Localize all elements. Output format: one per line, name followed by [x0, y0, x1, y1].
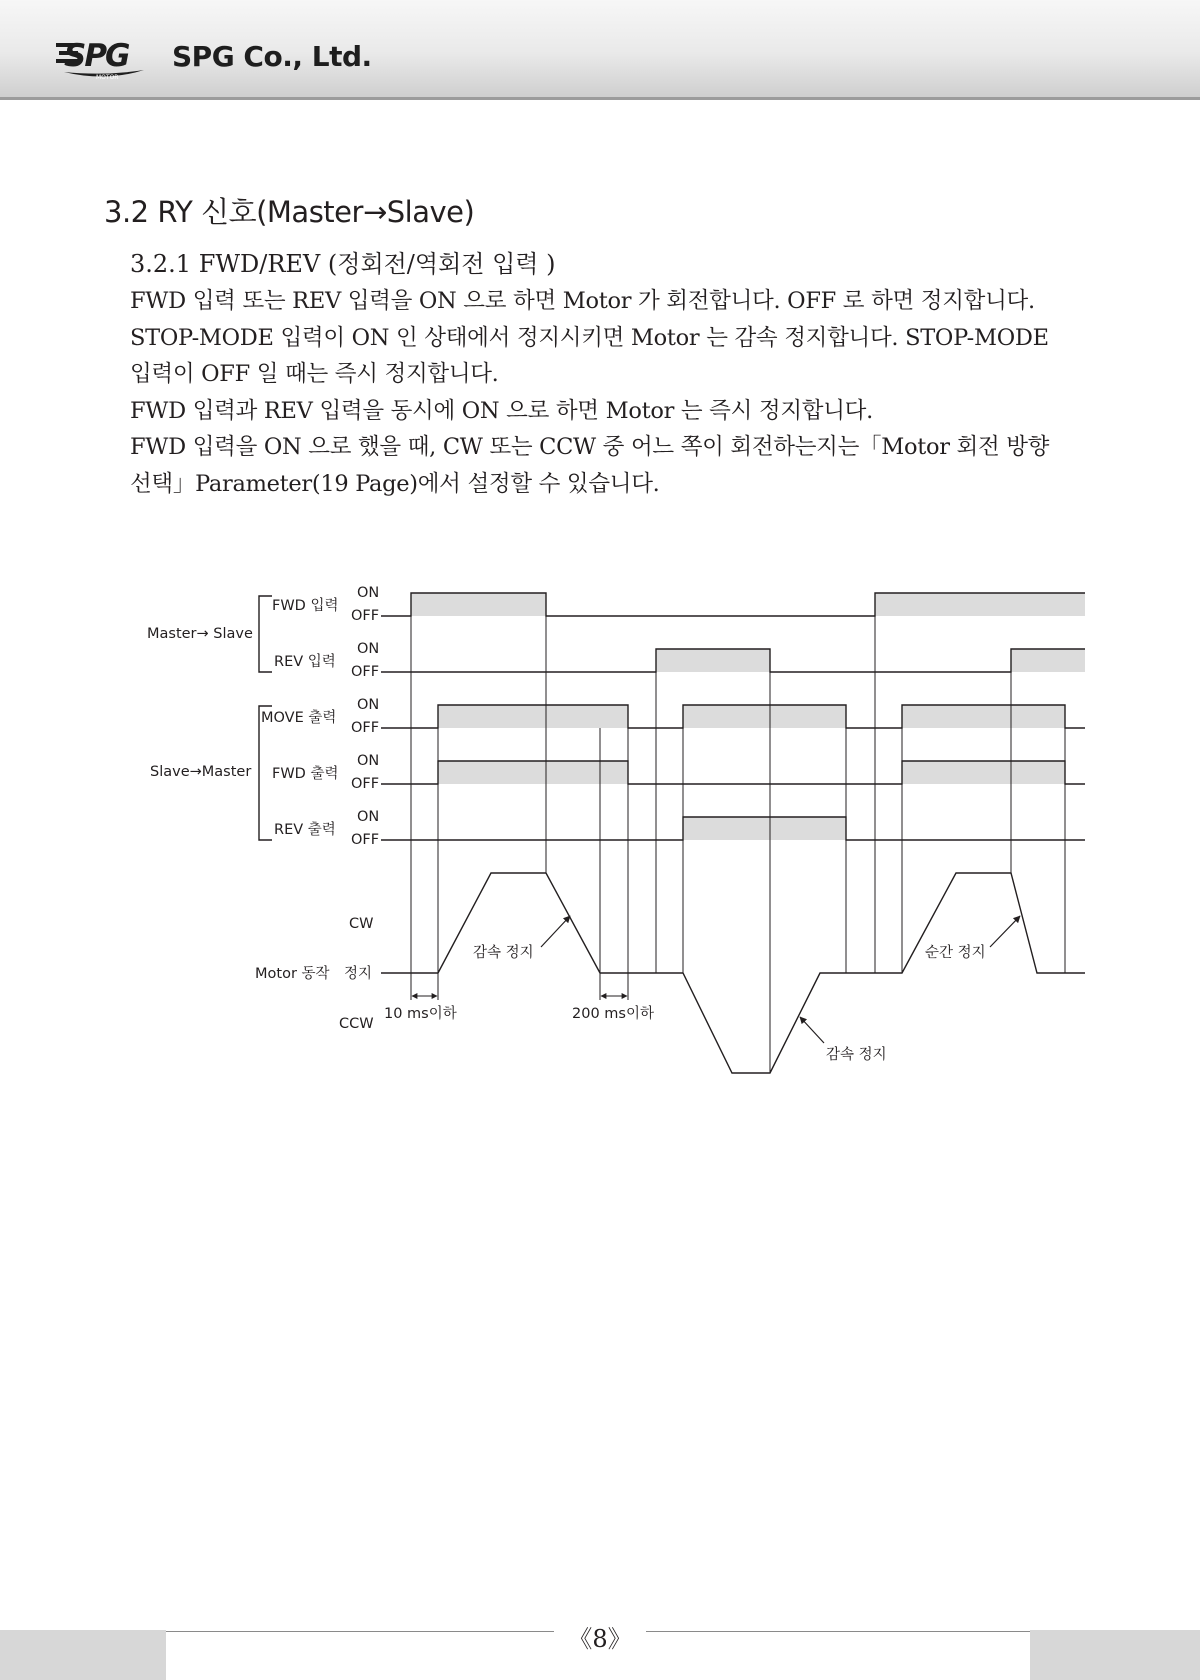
decel-stop-label-1: 감속 정지 — [473, 945, 534, 961]
bracket-slave-master — [259, 706, 272, 840]
rev-input-off: OFF — [351, 664, 380, 680]
delay-10ms-label: 10 ms이하 — [384, 1006, 457, 1022]
delay-200ms-label: 200 ms이하 — [572, 1006, 654, 1022]
paragraph-line: 선택」Parameter(19 Page)에서 설정할 수 있습니다. — [130, 470, 660, 497]
decel-stop-label-2: 감속 정지 — [826, 1047, 887, 1063]
paragraph-line: FWD 입력과 REV 입력을 동시에 ON 으로 하면 Motor 는 즉시 정지합니다. — [130, 397, 873, 424]
motor-operation-wave — [381, 873, 1085, 1073]
rev-output-label: REV 출력 — [274, 822, 336, 838]
page-number-text: 《8》 — [554, 1625, 645, 1653]
move-output-on: ON — [357, 697, 380, 713]
fwd-output-off: OFF — [351, 776, 380, 792]
group-slave-master-label: Slave→Master — [150, 764, 252, 780]
paragraph-line: FWD 입력 또는 REV 입력을 ON 으로 하면 Motor 가 회전합니다. OFF 로 하면 정지합니다. — [130, 288, 1035, 314]
signal-on-fills — [411, 593, 1085, 840]
instant-stop-arrow — [990, 916, 1020, 947]
timing-diagram — [0, 560, 1200, 1080]
bracket-master-slave — [259, 596, 272, 672]
group-master-slave-label: Master→ Slave — [147, 626, 253, 642]
instant-stop-label: 순간 정지 — [925, 945, 986, 961]
spg-logo — [56, 38, 156, 82]
subsection-title: 3.2.1 FWD/REV (정회전/역회전 입력 ) — [130, 250, 556, 278]
page-number — [0, 1619, 1200, 1654]
cw-label: CW — [349, 916, 374, 932]
move-output-off: OFF — [351, 720, 380, 736]
decel-arrow-2 — [800, 1017, 824, 1043]
motor-operation-label: Motor 동작 — [255, 966, 330, 982]
paragraph-line: FWD 입력을 ON 으로 했을 때, CW 또는 CCW 중 어느 쪽이 회전하는지는「Motor 회전 방향 — [130, 434, 1050, 460]
rev-input-label: REV 입력 — [274, 654, 336, 670]
fwd-input-on: ON — [357, 585, 380, 601]
decel-arrow-1 — [541, 916, 570, 947]
motor-stop-label: 정지 — [344, 966, 373, 982]
move-output-label: MOVE 출력 — [261, 710, 337, 726]
page-header — [0, 0, 1200, 100]
fwd-input-label: FWD 입력 — [272, 598, 339, 614]
logo-sub: MOTOR — [96, 74, 119, 81]
ccw-label: CCW — [339, 1016, 374, 1032]
paragraph-line: 입력이 OFF 일 때는 즉시 정지합니다. — [130, 361, 499, 387]
rev-output-off: OFF — [351, 832, 380, 848]
fwd-input-off: OFF — [351, 608, 380, 624]
paragraph-line: STOP-MODE 입력이 ON 인 상태에서 정지시키면 Motor 는 감속 정지합니다. STOP-MODE — [130, 324, 1049, 351]
body-paragraph — [130, 283, 1130, 502]
rev-output-on: ON — [357, 809, 380, 825]
rev-input-on: ON — [357, 641, 380, 657]
logo-text: SPG — [64, 38, 129, 74]
company-name: SPG Co., Ltd. — [172, 40, 372, 73]
fwd-output-on: ON — [357, 753, 380, 769]
fwd-output-label: FWD 출력 — [272, 766, 339, 782]
section-title: 3.2 RY 신호(Master→Slave) — [104, 195, 475, 229]
